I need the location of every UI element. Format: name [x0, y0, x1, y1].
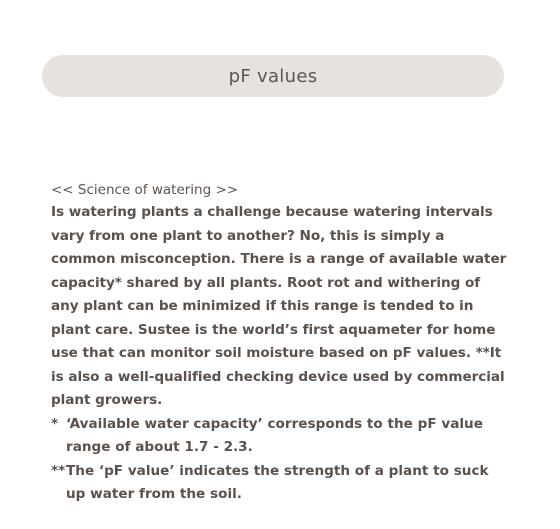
footnote-text: The ‘pF value’ indicates the strength of a plant to suck up water from the soil.: [66, 462, 489, 502]
footnote-marker: **: [51, 462, 66, 479]
article-content: [51, 180, 509, 507]
header-banner: [42, 55, 504, 97]
footnote-marker: *: [51, 415, 63, 432]
footnote-pf-value: [51, 460, 509, 507]
footnote-text: ‘Available water capacity’ corresponds to the pF value range of about 1.7 - 2.3.: [66, 415, 483, 455]
intro-paragraph: Is watering plants a challenge because watering intervals vary from one plant to another? No, this is simply a common misconception. There is a range of available water capacity* shared by all plants. Root rot and withering of any plant can be minimized if this range is tended to in plant care. Sustee is the world’s first aquameter for home use that can monitor soil moisture based on pF values. **It is also a well-qualified checking device used by commercial plant growers.: [51, 204, 507, 408]
page-title: pF values: [228, 65, 318, 87]
footnote-available-water: [51, 413, 509, 460]
section-label: << Science of watering >>: [51, 182, 239, 198]
